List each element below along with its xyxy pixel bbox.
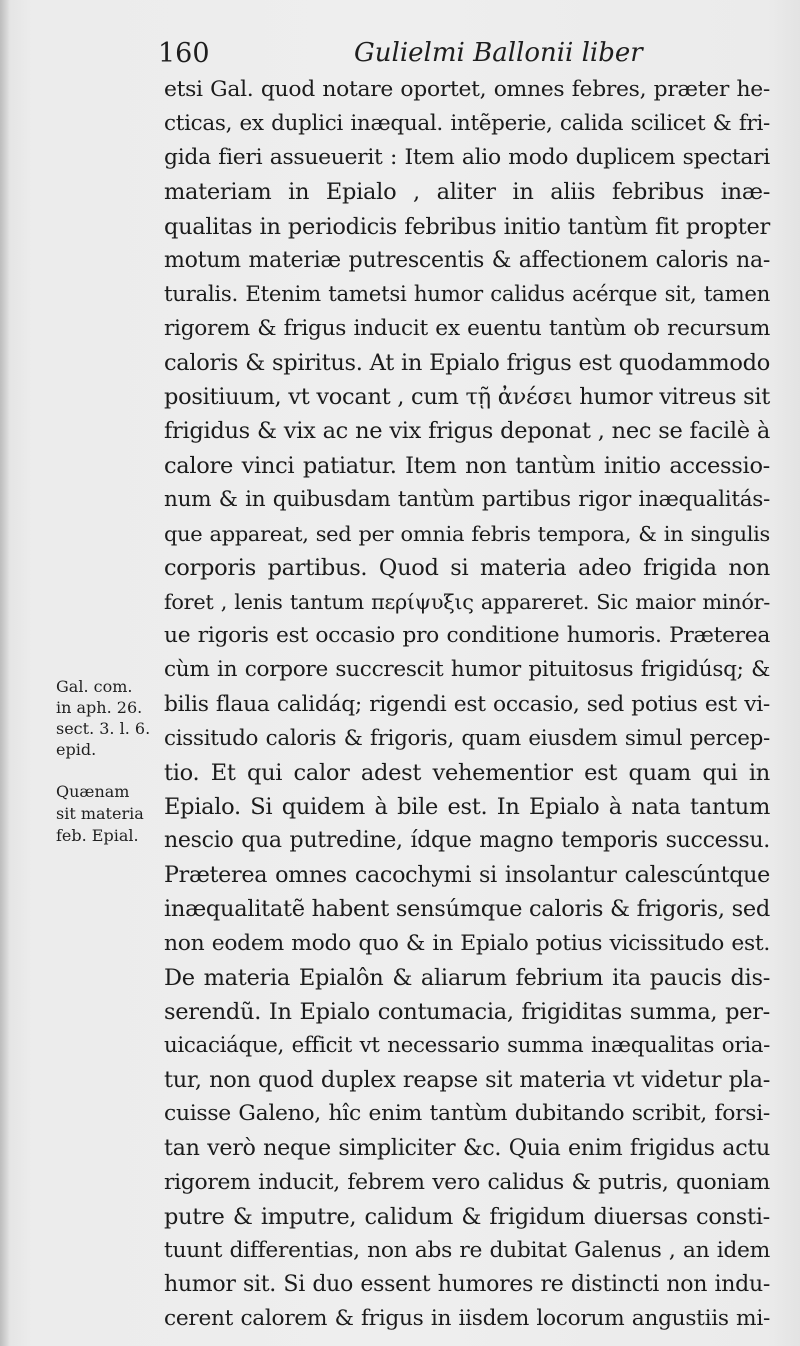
text-line: ue rigoris est occasio pro conditione humoris. Præterea [164, 623, 770, 649]
page-number: 160 [158, 38, 210, 69]
running-head: Gulielmi Ballonii liber [354, 38, 643, 68]
marginal-note-line: sect. 3. l. 6. [56, 719, 151, 738]
body-text [164, 73, 770, 1336]
text-line: De materia Epialôn & aliarum febrium ita paucis dis- [164, 964, 770, 991]
marginal-note-line: Quænam [56, 782, 130, 801]
text-line: cùm in corpore succrescit humor pituitosus frigidúsq; & [164, 657, 770, 683]
text-line: qualitas in periodicis febribus initio tantùm fit propter [164, 213, 770, 240]
marginal-note-line: Gal. com. [56, 677, 133, 696]
text-line: tuunt differentias, non abs re dubitat Galenus , an idem [164, 1237, 770, 1263]
text-line: rigorem & frigus inducit ex euentu tantùm ob recursum [164, 315, 770, 341]
text-line: cuisse Galeno, hîc enim tantùm dubitando scribit, forsi- [164, 1101, 770, 1127]
text-line: cerent calorem & frigus in iisdem locorum angustiis mi- [164, 1306, 770, 1332]
text-line: foret , lenis tantum περίψυξις appareret. Sic maior minór- [164, 590, 770, 615]
text-line: serendũ. In Epialo contumacia, frigiditas summa, per- [164, 998, 770, 1025]
text-line: cticas, ex duplici inæqual. intẽperie, calida scilicet & fri- [164, 111, 770, 137]
text-line: tio. Et qui calor adest vehementior est quam qui in [164, 759, 770, 786]
text-line: humor sit. Si duo essent humores re distincti non indu- [164, 1271, 770, 1297]
text-line: rigorem inducit, febrem vero calidus & putris, quoniam [164, 1169, 770, 1195]
text-line: calore vinci patiatur. Item non tantùm initio accessio- [164, 452, 770, 479]
text-line: bilis flaua calidáq; rigendi est occasio, sed potius est vi- [164, 691, 770, 717]
text-line: inæqualitatẽ habent sensúmque caloris & frigoris, sed [164, 896, 770, 923]
text-line: positiuum, vt vocant , cum τῇ ἀνέσει humor vitreus sit [164, 384, 770, 411]
text-line: Epialo. Si quidem à bile est. In Epialo à nata tantum [164, 793, 770, 820]
marginal-note-line: epid. [56, 740, 97, 759]
text-line: caloris & spiritus. At in Epialo frigus est quodammodo [164, 350, 770, 377]
text-line: motum materiæ putrescentis & affectionem caloris na- [164, 247, 770, 273]
text-line: gida fieri assueuerit : Item alio modo duplicem spectari [164, 145, 770, 171]
marginal-note-line: in aph. 26. [56, 698, 143, 717]
text-line: putre & imputre, calidum & frigidum diuersas consti- [164, 1203, 770, 1230]
text-line: non eodem modo quo & in Epialo potius vicissitudo est. [164, 930, 770, 956]
text-line: tan verò neque simpliciter &c. Quia enim frigidus actu [164, 1135, 770, 1162]
text-line: que appareat, sed per omnia febris tempora, & in singulis [164, 521, 770, 546]
marginal-note-line: sit materia [56, 804, 144, 823]
text-line: Præterea omnes cacochymi si insolantur calescúntque [164, 862, 770, 889]
marginal-note-reference [56, 676, 174, 760]
text-line: turalis. Etenim tametsi humor calidus acérque sit, tamen [164, 281, 770, 307]
text-line: uicaciáque, efficit vt necessario summa inæqualitas oria- [164, 1032, 770, 1058]
marginal-note-line: feb. Epial. [56, 826, 139, 845]
page-header [158, 34, 758, 74]
text-line: corporis partibus. Quod si materia adeo frigida non [164, 554, 770, 581]
text-line: etsi Gal. quod notare oportet, omnes febres, præter he- [164, 77, 770, 102]
marginal-note-topic [56, 781, 174, 847]
text-line: nescio qua putredine, ídque magno temporis successu. [164, 828, 770, 854]
text-line: frigidus & vix ac ne vix frigus deponat , nec se facilè à [164, 418, 770, 445]
text-line: tur, non quod duplex reapse sit materia vt videtur pla- [164, 1067, 770, 1094]
binding-shadow [0, 0, 10, 1346]
text-line: cissitudo caloris & frigoris, quam eiusdem simul percep- [164, 725, 770, 751]
text-line: num & in quibusdam tantùm partibus rigor inæqualitás- [164, 486, 770, 512]
text-line: materiam in Epialo , aliter in aliis febribus inæ- [164, 179, 770, 206]
